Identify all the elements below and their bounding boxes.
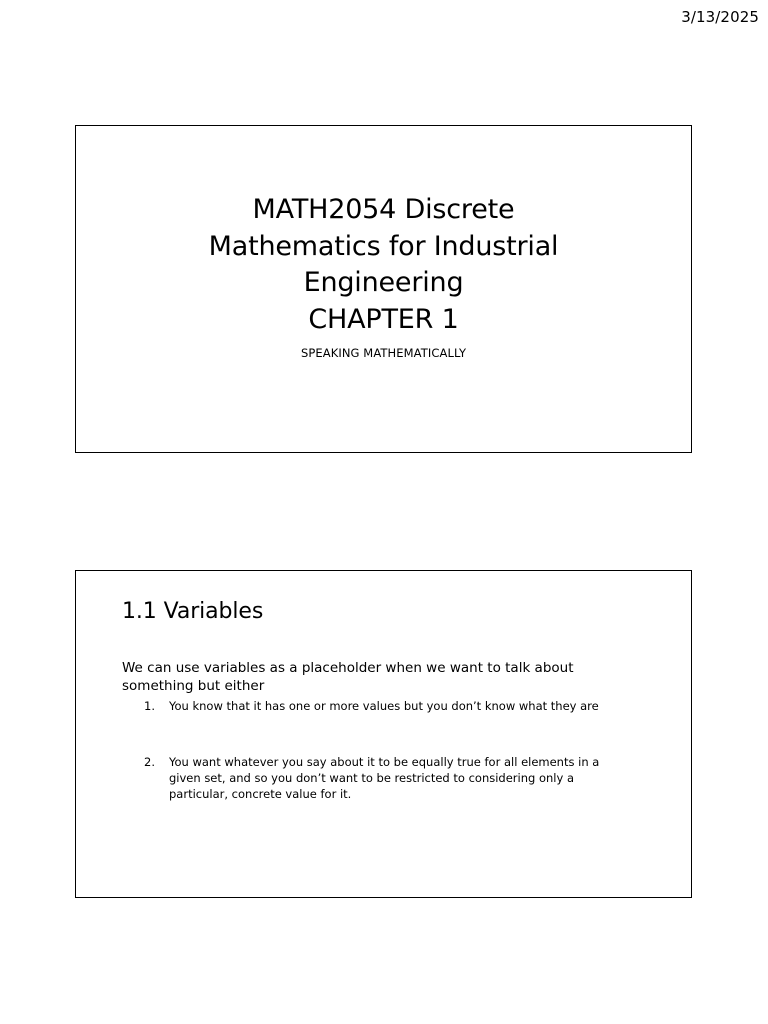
intro-paragraph bbox=[122, 659, 662, 695]
list-item-2-line-2: given set, and so you don’t want to be restricted to considering only a bbox=[169, 771, 574, 785]
page-date: 3/13/2025 bbox=[681, 8, 759, 26]
title-line-4: CHAPTER 1 bbox=[308, 303, 459, 335]
slide-title bbox=[75, 125, 692, 453]
list-item-2-line-1: You want whatever you say about it to be equally true for all elements in a bbox=[169, 755, 600, 769]
slide-title-heading bbox=[76, 192, 691, 338]
list-item-1 bbox=[144, 698, 644, 714]
intro-line-1: We can use variables as a placeholder when we want to talk about bbox=[122, 660, 574, 676]
numbered-list-second bbox=[144, 754, 644, 802]
list-item-2 bbox=[144, 754, 644, 802]
section-heading: 1.1 Variables bbox=[122, 599, 264, 624]
list-item-2-number: 2. bbox=[144, 755, 155, 769]
numbered-list-first bbox=[144, 698, 644, 714]
list-item-2-line-3: particular, concrete value for it. bbox=[169, 787, 352, 801]
intro-line-2: something but either bbox=[122, 678, 265, 694]
title-line-2: Mathematics for Industrial bbox=[208, 230, 559, 262]
slide-subtitle: SPEAKING MATHEMATICALLY bbox=[300, 346, 467, 360]
title-line-1: MATH2054 Discrete bbox=[252, 194, 515, 225]
list-item-1-number: 1. bbox=[144, 699, 155, 713]
list-item-1-line-1: You know that it has one or more values but you don’t know what they are bbox=[169, 699, 599, 713]
title-line-3: Engineering bbox=[303, 267, 464, 298]
slide-variables bbox=[75, 570, 692, 898]
